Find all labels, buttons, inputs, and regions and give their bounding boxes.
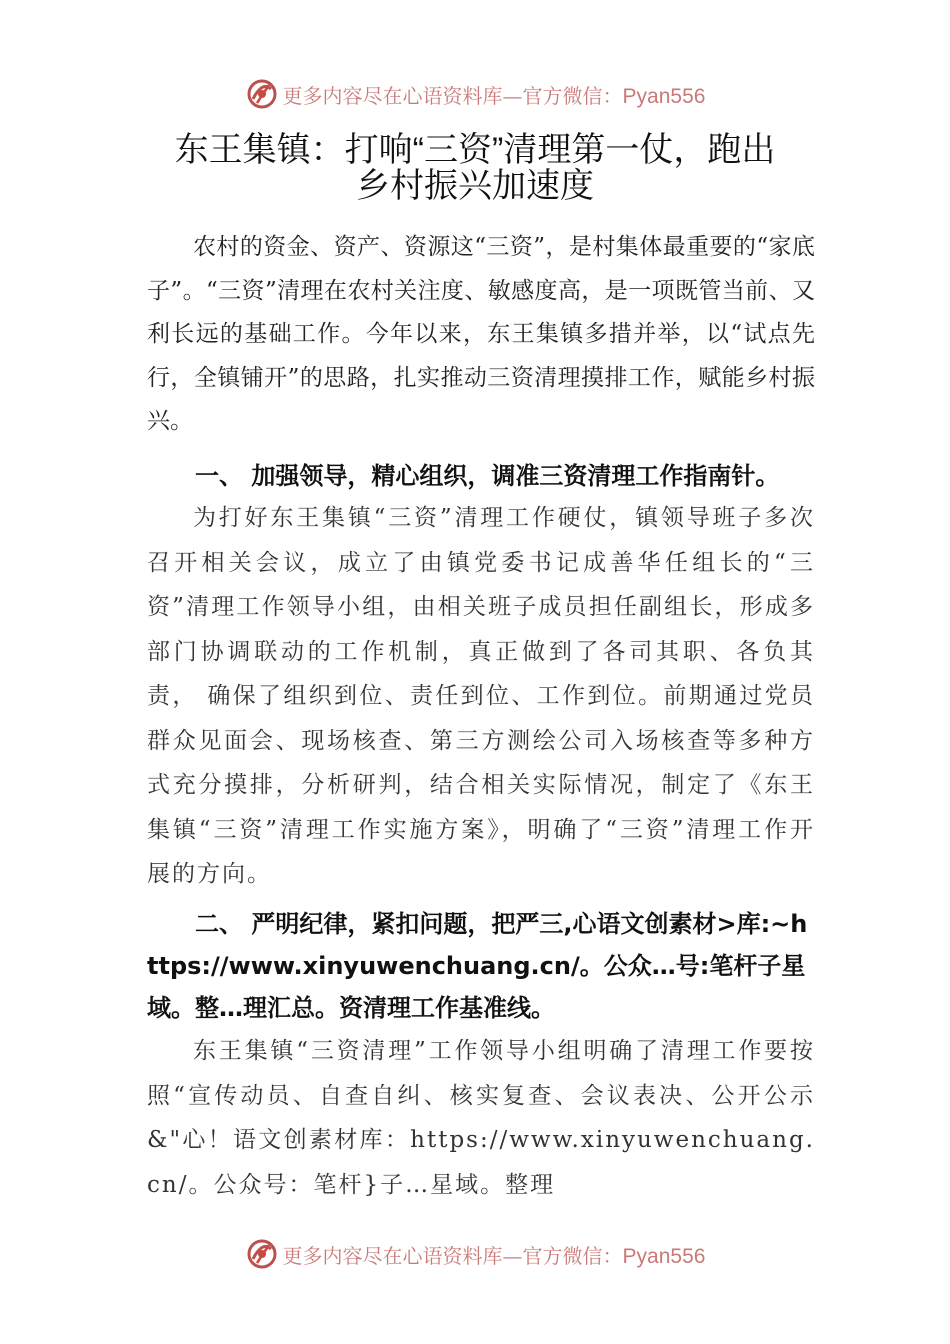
title-line-1: 东王集镇：打响“三资”清理第一仗，跑出 (174, 131, 776, 169)
section-1-heading: 一、 加强领导，精心组织，调准三资清理工作指南针。 (195, 462, 780, 490)
swirl-logo-icon (245, 77, 279, 111)
section-1-body: 为打好东王集镇“三资”清理工作硬仗，镇领导班子多次召开相关会议，成立了由镇党委书记成善华任组长的“三资”清理工作领导小组，由相关班子成员担任副组长，形成多部门协调联动的工作机制，真正做到了各司其职、各负其责， 确保了组织到位、责任到位、工作到位。前期通过党员群众见面会、现场核查、第三方测绘公司入场核查等多种方式充分摸排，分析研判，结合相关实际情况，制定了《东王集镇“三资”清理工作实施方案》，明确了“三资”清理工作开展的方向。 (147, 505, 815, 887)
title-line-2: 乡村振兴加速度 (356, 167, 594, 205)
footer-watermark-banner (0, 1234, 950, 1274)
header-watermark-banner (0, 74, 950, 114)
swirl-logo-icon (245, 1237, 279, 1271)
banner-text: 更多内容尽在心语资料库—官方微信：Pyan556 (282, 1243, 706, 1268)
section-2-body: 东王集镇“三资清理”工作领导小组明确了清理工作要按照“宣传动员、自查自纠、核实复查、会议表决、公开公示&"心！语文创素材库：https://www.xinyuwenchuang.cn/。公众号：笔杆}子…星域。整理 (147, 1038, 815, 1198)
section-2-heading: 二、 严明纪律，紧扣问题，把严三,心语文创素材>库:~https://www.xinyuwenchuang.cn/。公众…号:笔杆子星域。整…理汇总。资清理工作基准线。 (147, 910, 808, 1022)
banner-text: 更多内容尽在心语资料库—官方微信：Pyan556 (282, 83, 706, 108)
intro-paragraph: 农村的资金、资产、资源这“三资”，是村集体最重要的“家底子”。“三资”清理在农村关注度、敏感度高，是一项既管当前、又利长远的基础工作。今年以来，东王集镇多措并举，以“试点先行，全镇铺开”的思路，扎实推动三资清理摸排工作，赋能乡村振兴。 (147, 234, 815, 434)
wechat-id: Pyan556 (622, 84, 706, 108)
wechat-id: Pyan556 (622, 1244, 706, 1268)
document-title (130, 132, 820, 204)
